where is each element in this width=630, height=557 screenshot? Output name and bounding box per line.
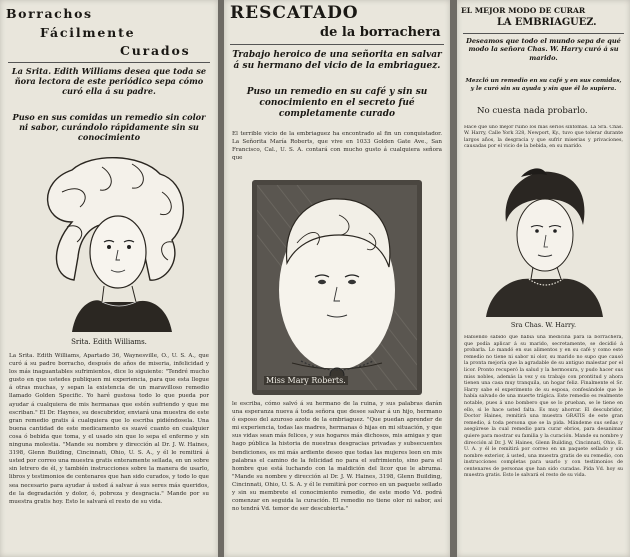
headline-line-1: RESCATADO	[230, 3, 359, 23]
divider	[230, 44, 444, 45]
article-intro: Hace que uno mejor ruíno los más serios síntomas. La Sra. Chas. W. Harry, Calle York 328, Newport, Ky., tuvo que tolerar durante largos años, la desgracia y que sufrir miserias y privaciones, causadas por el vicio de la bebida, en su marido.	[464, 125, 623, 150]
portrait-chas-harry	[481, 167, 606, 317]
lead-paragraph-2: Puso un remedio en su café y sin su conocimiento en el secreto fué completamente curado	[246, 87, 428, 119]
lead-paragraph-2: Mezcló un remedio en su café y en sus comidas, y le curó sin su ayuda y sin que él lo supiera.	[465, 78, 622, 92]
headline-line-1: EL MEJOR MODO DE CURAR	[461, 6, 586, 15]
clipping-panel-chas-harry	[457, 0, 630, 557]
lead-paragraph-1: Deseamos que todo el mundo sepa de qué modo la señora Chas. W. Harry curó á su marido.	[466, 37, 621, 62]
lead-paragraph-1: Trabajo heroico de una señorita en salvar á su hermano del vicio de la embriaguez.	[232, 50, 442, 71]
headline-line-2: de la borrachera	[320, 25, 441, 40]
headline-line-2: Fácilmente	[40, 25, 136, 40]
lead-paragraph-2: Puso en sus comidas un remedio sin color ni sabor, curándolo rápidamente sin su conocimiento	[12, 112, 206, 142]
portrait-edith-williams	[32, 152, 192, 332]
clipping-panel-mary-roberts	[224, 0, 450, 557]
portrait-caption: Miss Mary Roberts.	[266, 376, 346, 385]
portrait-caption: Srita. Edith Williams.	[71, 338, 147, 346]
divider	[463, 33, 624, 34]
lead-paragraph-1: La Srita. Edith Williams desea que toda se ñora lectora de este periódico sepa cómo curó ella á su padre.	[11, 66, 207, 96]
article-body: Habiendo sabido que había una medicina para la borrachera, que podía aplicar á su marido, secretamente, se decidió á probarla. Lo mandó en sus alimentos y en su café y como este remedio no tiene ni sabor ni olor, su marido no supo que causó la pronta mejoría que la agradable de su antiguo malestar por el licor. Pronto recuperó la salud y la hermosura, y pudo hacer sus miss nobles, además la vez y su trabajo con prontitud y ahora tienen una casa muy tranquila, un hogar feliz. Finalmente el Sr. Harry sabe el experimento de su esposa, confesándole que le había salvado de una muerte trágica. Este remedio es realmente notable, pues á uno bombero que se lo prueban, se le tiene en ello, si le hace usted falta. Es muy ahorrar. El descubridor, Doctor Haines, remitirá una muestra GRATIS de este gran remedio, á toda persona que se la pida. Mándeme sus señas y asegúrese la cual remedio para curar ebrios, para desanimar quiere para mostrar su familia y la curación. Mande su nombre y dirección al Dr. J. W. Haines, Glenn Building, Cincinnati, Ohio, E. U. A. y él le remitirá por correo en un paquete sellado y sin nombre exterior, á usted, una muestra gratis de su remedio, con instrucciones completas para usarlo y con testimonios de centenares de personas que han sido curadas. Pida Vd. hoy su muestra gratis. Esto le salvará el resto de su vida.	[464, 335, 623, 479]
clipping-panel-edith-williams	[0, 0, 218, 557]
headline-line-3: Curados	[120, 43, 191, 58]
divider	[8, 62, 210, 63]
article-body: La Srita. Edith Williams, Apartado 36, Waynesville, O., U. S. A., que curó á su padre borracho, después de años de miseria, infelicidad y los más inaguantables sufrimientos, dice lo siguiente: "Tendré mucho gusto en que ustedes publiquen mi experiencia, para que esta llegue á otras muchas, y sepan la existencia de un maravilloso remedio llamado Golden Specific. Yo haré gustosa todo lo que pueda por ayudar á cualquiera de mis hermanas que estén sufriendo y que me escriban." El Dr. Haynes, su descubridor, enviará una muestra de este gran remedio gratis á cualquiera que lo escriba pidiéndosela. Una buena cantidad de este medicamento es suavé cuanto en cualquier cosa ó bebida que toma, y el usado sin que lo sepa el enfermo y sin ninguna molestia. "Mande su nombre y dirección al Dr. J. W. Haines, 3198, Glenn Building, Cincinnati, Ohio, U. S. A., y él le remitirá á usted por correo una muestra gratis enteramente sellada, en un sobre sin letrero de él, y también instrucciones sobre la manera de usarlo, libros y testimonios de centenares que han sido curados, y todo lo que sea necesario para ayudar á usted á salvar á sus seres más queridos, de la degradación y dolor, ó, pobreza y desgracia." Mande por su muestra gratis hoy. Esto le salvará el resto de su vida.	[9, 353, 209, 505]
article-intro: El terrible vicio de la embriaguez ha encontrado al fin un conquistador. La Señorita María Roberts, que vive en 1033 Golden Gate Ave., San Francisco, Cal., U. S. A. contará con mucho gusto á cualquiera señora que	[232, 131, 442, 162]
headline-line-1: Borrachos	[6, 6, 93, 21]
headline-line-2: LA EMBRIAGUEZ.	[497, 17, 597, 28]
article-body: le escriba, cómo salvó á su hermano de la ruina, y sus palabras darán una esperanza nueva á toda señora que desee salvar á un hijo, hermano ó esposo del azuroso azote de la embriaguez. "Que puedan aprender de mi experiencia, todas las madres, hermanas ó hijas en mi situación, y que sus vidas sean más felices, y sus hogares más dichosos, mis amigas y que hago pública la historia de nuestras desgracias privadas y subsecuentes bendiciones, es mi más ardiente deseo que todas las mujeres leen en mis palabras el camino de la felicidad no para el sufrimiento, sino para el hombre que está luchando con la maldición del licor que le abruma. "Mande su nombre y dirección al Dr. J. W. Haines, 3198, Glenn Building, Cincinnati, Ohio, U. S. A. y él le remitirá por correo en un paquete sellado y sin su membrete el conocimiento remedio, de este modo Vd. podrá comenzar en seguida la curación. El remedio no tiene olor ni sabor, así no tendrá Vd. temor de ser descubierta."	[232, 401, 442, 513]
portrait-mary-roberts	[257, 185, 417, 390]
subheadline: No cuesta nada probarlo.	[477, 106, 588, 116]
portrait-caption: Sra Chas. W. Harry.	[510, 321, 577, 329]
